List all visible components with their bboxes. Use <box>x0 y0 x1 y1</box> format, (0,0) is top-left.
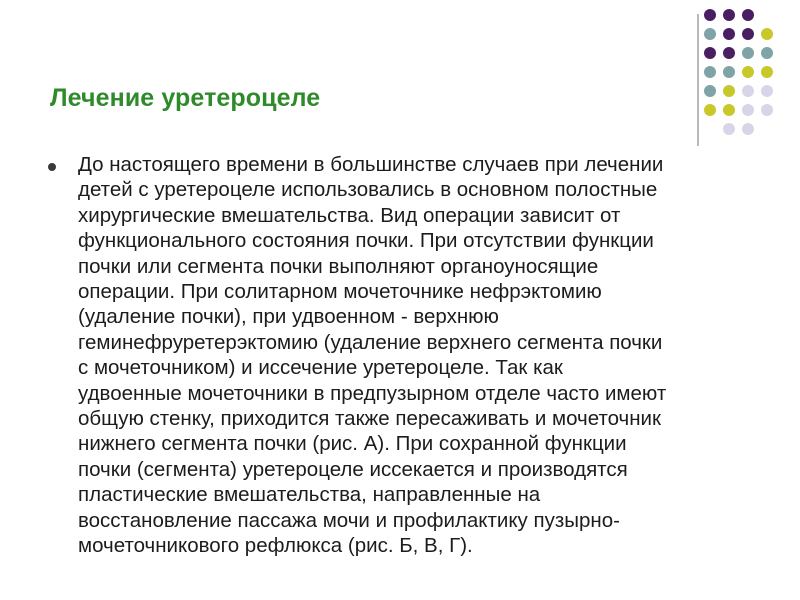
decorative-dot <box>723 47 735 59</box>
bullet-icon <box>48 163 56 171</box>
paragraph-line: детей с уретероцеле использовались в основном полостные <box>78 178 658 202</box>
paragraph-line: почки (сегмента) уретероцеле иссекается и производятся <box>78 457 628 481</box>
bullet-paragraph <box>78 152 666 559</box>
paragraph-line: с мочеточником) и иссечение уретероцеле. Так как <box>78 356 563 380</box>
paragraph-line: удвоенные мочеточники в предпузырном отделе часто имеют <box>78 381 667 405</box>
decorative-dot <box>704 85 716 97</box>
decorative-dot <box>742 28 754 40</box>
paragraph-line: мочеточникового рефлюкса (рис. Б, В, Г). <box>78 534 473 558</box>
decorative-dot <box>704 47 716 59</box>
decorative-dot <box>761 66 773 78</box>
decorative-dot <box>742 47 754 59</box>
decorative-dot <box>723 85 735 97</box>
decorative-dot <box>742 104 754 116</box>
decorative-dot <box>704 9 716 21</box>
paragraph-line: восстановление пассажа мочи и профилактику пузырно- <box>78 508 620 532</box>
paragraph-line: нижнего сегмента почки (рис. А). При сохранной функции <box>78 432 627 456</box>
decorative-dot <box>723 104 735 116</box>
decorative-dot <box>761 47 773 59</box>
paragraph-line: общую стенку, приходится также пересаживать и мочеточник <box>78 407 661 431</box>
decorative-dot <box>742 123 754 135</box>
slide-title: Лечение уретероцеле <box>50 84 321 112</box>
decorative-dot <box>761 28 773 40</box>
decorative-dot <box>704 104 716 116</box>
paragraph-line: операции. При солитарном мочеточнике нефрэктомию <box>78 280 602 304</box>
decorative-divider-line <box>697 14 699 146</box>
paragraph-line: пластические вмешательства, направленные на <box>78 483 541 507</box>
decorative-dot <box>723 123 735 135</box>
decorative-dot <box>742 9 754 21</box>
decorative-dot-grid <box>704 9 794 139</box>
decorative-dot <box>742 85 754 97</box>
decorative-dot <box>723 66 735 78</box>
decorative-dot <box>704 66 716 78</box>
paragraph-line: функционального состояния почки. При отсутствии функции <box>78 229 654 253</box>
decorative-dot <box>723 9 735 21</box>
decorative-dot <box>761 85 773 97</box>
decorative-dot <box>704 28 716 40</box>
decorative-dot <box>723 28 735 40</box>
decorative-dot <box>742 66 754 78</box>
paragraph-line: (удаление почки), при удвоенном - верхнюю <box>78 305 499 329</box>
paragraph-line: почки или сегмента почки выполняют органоуносящие <box>78 254 599 278</box>
decorative-dot <box>761 104 773 116</box>
paragraph-line: геминефруретерэктомию (удаление верхнего сегмента почки <box>78 330 663 354</box>
paragraph-line: хирургические вмешательства. Вид операции зависит от <box>78 203 621 227</box>
paragraph-line: До настоящего времени в большинстве случаев при лечении <box>78 153 664 176</box>
